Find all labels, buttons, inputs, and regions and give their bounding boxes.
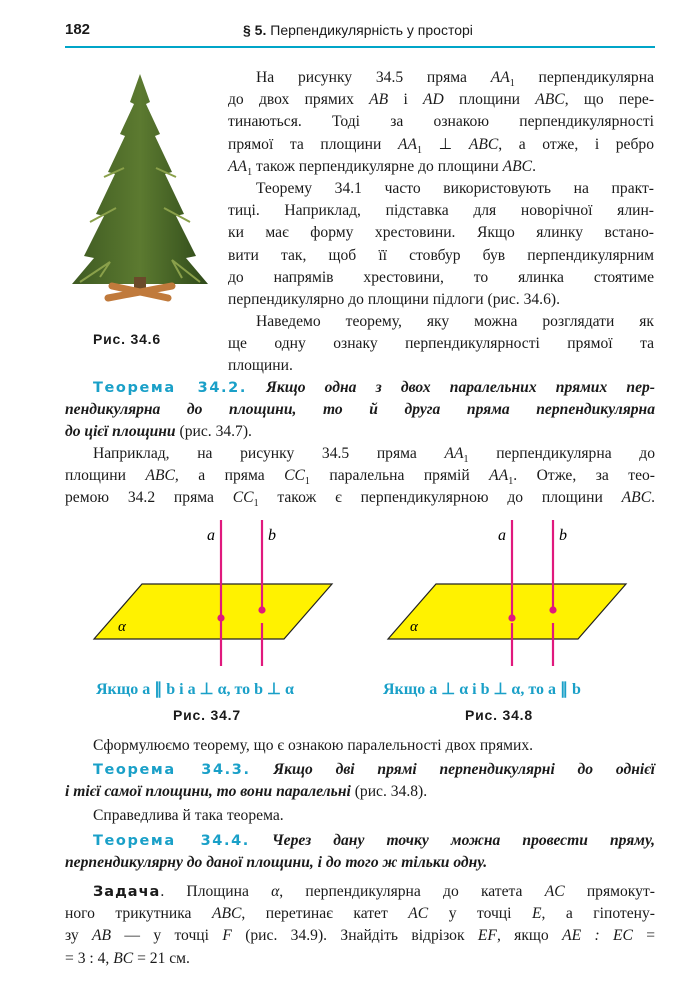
- task-heading: Задача: [93, 884, 161, 900]
- section-mark: § 5.: [243, 22, 267, 38]
- theorem-34-2: [65, 377, 655, 444]
- fig-34-7-statement: Якщо a ∥ b і a ⊥ α, то b ⊥ α: [96, 681, 294, 698]
- text-line: ще одну ознаку перпендикулярності прямої та: [228, 335, 654, 353]
- text-line: зу AB — у точці F (рис. 34.9). Знайдіть відрізок EF, якщо AE : EC =: [65, 927, 656, 945]
- point-b: [258, 606, 265, 613]
- text-line: тиці. Наприклад, підставка для новорічної ялин-: [228, 202, 654, 220]
- text-line: перпендикулярну до даної площини, і до того ж тільки одну.: [65, 854, 488, 872]
- page-header: [65, 21, 655, 45]
- text-line: Наведемо теорему, яку можна розглядати як: [256, 313, 654, 330]
- paragraph-3: [228, 311, 654, 378]
- theorem-34-4: [65, 830, 655, 874]
- section-name: Перпендикулярність у просторі: [270, 22, 473, 38]
- text-line: площини.: [228, 357, 293, 375]
- text-line: Сформулюємо теорему, що є ознакою паралельності двох прямих.: [93, 737, 534, 754]
- paragraph-5: [65, 735, 655, 757]
- fig-34-7-diagram: [90, 520, 350, 670]
- page-number: 182: [65, 21, 91, 38]
- text-line: Задача. Площина α, перпендикулярна до катета AC прямокут-: [93, 883, 655, 900]
- text-line: Теорема 34.4. Через дану точку можна провести пряму,: [93, 832, 655, 849]
- label-a: a: [207, 527, 215, 544]
- text-line: вити так, щоб її стовбур був перпендикулярним: [228, 246, 654, 264]
- text-line: пендикулярна до площини, то й друга пряма перпендикулярна: [65, 401, 655, 419]
- theorem-34-3: [65, 759, 655, 803]
- fig-34-8-statement: Якщо a ⊥ α і b ⊥ α, то a ∥ b: [383, 681, 581, 698]
- text-line: На рисунку 34.5 пряма $AA_1$ перпендикулярна: [256, 69, 654, 90]
- label-b: b: [268, 527, 276, 544]
- point-a: [217, 614, 224, 621]
- fig-34-6-caption: Рис. 34.6: [93, 331, 161, 347]
- point-b: [549, 606, 556, 613]
- header-rule: [65, 46, 655, 48]
- fig-34-7-caption: Рис. 34.7: [173, 707, 241, 723]
- text-line: Наприклад, на рисунку 34.5 пряма $AA_1$ перпендикулярна до: [93, 445, 655, 466]
- text-line: до напрямів хрестовини, то ялинка стоятиме: [228, 268, 654, 286]
- label-b: b: [559, 527, 567, 544]
- text-line: = 3 : 4, BC = 21 см.: [65, 949, 190, 967]
- text-line: ки має форму хрестовини. Якщо ялинку встано-: [228, 224, 654, 242]
- fig-34-8-caption: Рис. 34.8: [465, 707, 533, 723]
- text-line: площини ABC, а пряма $CC_1$ паралельна прямій $AA_1$. Отже, за тео-: [65, 467, 655, 488]
- text-line: до двох прямих AB і AD площини ABC, що пере-: [228, 91, 655, 109]
- text-line: Теорему 34.1 часто використовують на практ-: [256, 180, 654, 197]
- text-line: Теорема 34.3. Якщо дві прямі перпендикулярні до однієї: [93, 761, 655, 778]
- label-alpha: α: [118, 619, 126, 635]
- paragraph-1: [228, 67, 654, 178]
- text-line: перпендикулярно до площини підлоги (рис. 34.6).: [228, 291, 560, 309]
- text-line: Теорема 34.2. Якщо одна з двох паралельних прямих пер-: [93, 379, 655, 396]
- text-line: тинаються. Тоді за ознакою перпендикулярності: [228, 113, 654, 131]
- section-title: [243, 22, 473, 38]
- text-line: ремою 34.2 пряма $CC_1$ також є перпендикулярною до площини ABC.: [65, 489, 656, 510]
- paragraph-4: [65, 443, 655, 510]
- text-line: і тієї самої площини, то вони паралельні (рис. 34.8).: [65, 783, 428, 801]
- plane-alpha: [388, 584, 626, 639]
- plane-alpha: [94, 584, 332, 639]
- fig-34-8-diagram: [384, 520, 644, 670]
- theorem-heading: Теорема 34.2.: [93, 380, 247, 396]
- paragraph-6: [65, 805, 655, 827]
- christmas-tree-image: [60, 72, 220, 312]
- theorem-heading: Теорема 34.4.: [93, 833, 250, 849]
- theorem-heading: Теорема 34.3.: [93, 762, 251, 778]
- task-problem: [65, 881, 655, 970]
- point-a: [508, 614, 515, 621]
- text-line: ного трикутника ABC, перетинає катет AC у точці E, а гіпотену-: [65, 905, 655, 923]
- label-alpha: α: [410, 619, 418, 635]
- label-a: a: [498, 527, 506, 544]
- text-line: прямої та площини $AA_1$ ⊥ ABC, а отже, і ребро: [228, 135, 654, 156]
- paragraph-2: [228, 178, 654, 311]
- text-line: Справедлива й така теорема.: [93, 807, 284, 824]
- text-line: до цієї площини (рис. 34.7).: [65, 423, 252, 441]
- text-line: $AA_1$ також перпендикулярне до площини ABC.: [228, 157, 536, 178]
